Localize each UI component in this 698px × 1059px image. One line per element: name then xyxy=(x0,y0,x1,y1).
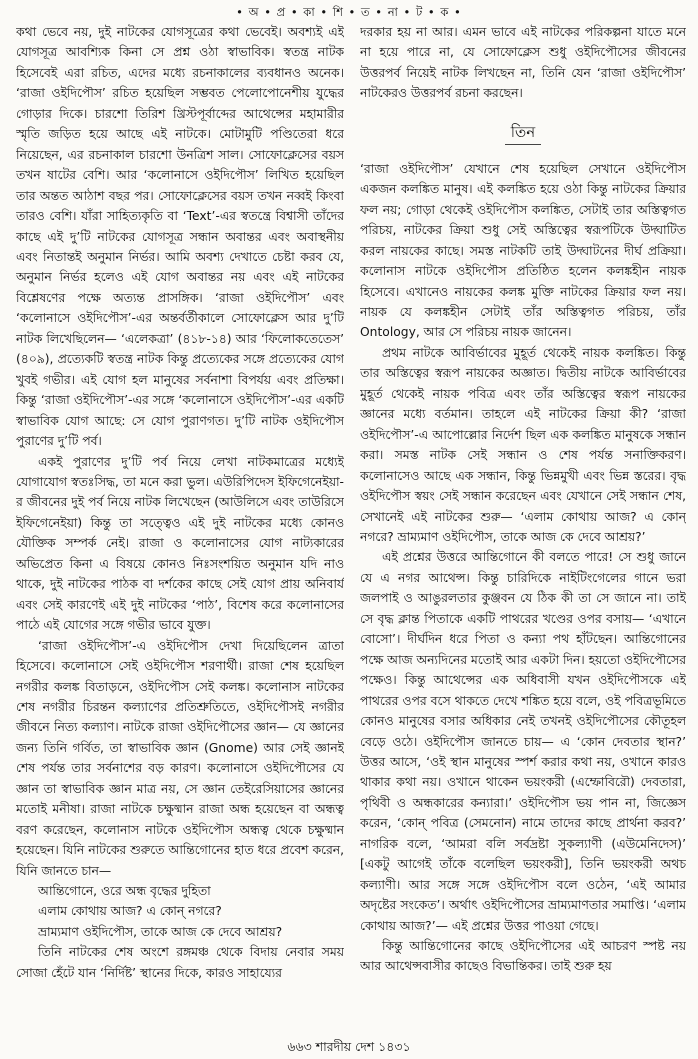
verse-line: এলাম কোথায় আজ? এ কোন্ নগরে? xyxy=(38,904,222,919)
paragraph: ‘রাজা ওইদিপৌস’-এ ওইদিপৌস দেখা দিয়েছিলেন ত্রাতা হিসেবে। কলোনাসে সেই ওইদিপৌস শরণার্থী। রাজা শেষ হয়েছিল নগরীর কলঙ্ক বিতাড়নে, ওইদিপৌস সেই কলঙ্ক। কলোনাস নাটকের শেষ নগরীর চিরন্তন কল্যাণের প্রতিশ্রুতিতে, ওইদিপৌসই নগরীর জীবনে নিত্য কল্যাণ। নাটকে রাজা ওইদিপৌসের জ্ঞান— যে জ্ঞানের জন্য তিনি গর্বিত, তা স্বাভাবিক জ্ঞান (Gnome) আর সেই জ্ঞানই শেষ পর্যন্ত তার সর্বনাশের বড় কারণ। কলোনাসে ওইদিপৌসের যে জ্ঞান তা স্বাভাবিক জ্ঞান মাত্র নয়, সে জ্ঞান তেইরেসিয়াসের জ্ঞানের মতোই মনীষা। রাজা নাটকে চক্ষুষ্মান রাজা অন্ধ হয়েছেন বা অন্ধত্ব বরণ করেছেন, কলোনাস নাটকে ওইদিপৌস অন্ধত্ব থেকে চক্ষুষ্মান হয়েছেন। যিনি নাটকের শুরুতে আন্তিগোনের হাত ধরে প্রবেশ করেন, যিনি জানতে চান— xyxy=(16,638,344,878)
paragraph: প্রথম নাটকে আবির্ভাবের মুহূর্ত থেকেই নায়ক কলঙ্কিত। কিন্তু তার অস্তিত্বের স্বরূপ নায়কের অজ্ঞাত। দ্বিতীয় নাটকে আবির্ভাবের মুহূর্ত থেকেই নায়ক পবিত্র এবং তাঁর অস্তিত্বের স্বরূপ নায়কের জ্ঞানের মধ্যে বর্তমান। তাহলে এই নাটকের ক্রিয়া কী? ‘রাজা ওইদিপৌস’-এ আপোল্লোর নির্দেশ ছিল এক কলঙ্কিত মানুষকে সন্ধান করা। সমস্ত নাটক সেই সন্ধান ও শেষ পর্যন্ত সনাক্তিকরণ। কলোনাসেও আছে এক সন্ধান, কিন্তু ভিন্নমুখী এবং ভিন্ন স্তরের। বৃদ্ধ ওইদিপৌস স্বয়ং সেই সন্ধান করেছেন এবং যেখানে সেই সন্ধান শেষ, সেখানেই এই নাটকের শুরু— ‘এলাম কোথায় আজ? এ কোন্ নগরে? ভ্রাম্যমাণ ওইদিপৌস, তাকে আজ কে দেবে আশ্রয়?’ xyxy=(360,345,686,544)
paragraph: তিনি নাটকের শেষ অংশে রঙ্গমঞ্চ থেকে বিদায় নেবার সময় সোজা হেঁটে যান ‘নির্দিষ্ট’ স্থানের দিকে, কারও সাহায্যের xyxy=(16,945,344,980)
paragraph: কথা ভেবে নয়, দুই নাটকের যোগসূত্রের কথা ভেবেই। অবশ্যই এই যোগসূত্র আবশ্যিক কিনা সে প্রশ্ন ওঠা স্বাভাবিক। স্বতন্ত্র নাটক হিসেবেই এরা রচিত, এদের মধ্যে রচনাকালের ব্যবধানও অনেক। ‘রাজা ওইদিপৌস’ রচিত হয়েছিল সম্ভবত পেলোপোনেশীয় যুদ্ধের গোড়ার দিকে। চারশো তিরিশ খ্রিস্টপূর্বাব্দের আথেন্সের মহামারীর স্মৃতি জড়িত হয়ে আছে এই নাটকে। মোটামুটি পণ্ডিতেরা ধরে নিয়েছেন, এর রচনাকাল চারশো উনত্রিশ সাল। সোফোক্লেসের বয়স তখন ষাটের বেশি। আর ‘কলোনাসে ওইদিপৌস’ লিখিত হয়েছিল তার অন্তত আঠাশ বছর পর। সোফোক্লেসের বয়স তখন নব্বই কিংবা তারও বেশি। যাঁরা সাহিত্যকৃতি বা ‘Text’-এর স্বতন্ত্রে বিশ্বাসী তাঁদের কাছে এই দু’টি নাটকের যোগসূত্র সন্ধান অবান্তর এবং অবাস্থনীয় এবং নিতান্তই অনুমান নির্ভর। আমি অবশ্য দেখাতে চেষ্টা করব যে, অনুমান নির্ভর হলেও এই যোগ অবান্তর নয় এবং এই নাটকের বিশ্লেষণের পক্ষে অত্যন্ত প্রাসঙ্গিক। ‘রাজা ওইদিপৌস’ এবং ‘কলোনাসে ওইদিপৌস’-এর অন্তর্বর্তীকালে সোফোক্লেস আর দু’টি নাটক লিখেছিলেন— ‘এলেকত্রা’ (৪১৮-১৪) আর ‘ফিলোকতেতেস’ (৪০৯), প্রত্যেকটি স্বতন্ত্র নাটক কিন্তু প্রত্যেকের সঙ্গে প্রত্যেকের যোগ খুবই গভীর। এই যোগ হল মানুষের সর্বনাশা বিপর্যয় এবং প্রতিক্ষা। কিন্তু ‘রাজা ওইদিপৌস’-এর সঙ্গে ‘কলোনাসে ওইদিপৌস’-এর একটি স্বাভাবিক যোগ আছে: সে যোগ পুরাণগত। দু’টি নাটক ওইদিপৌস পুরাণের দু’টি পর্ব। xyxy=(16,25,344,449)
paragraph: ‘রাজা ওইদিপৌস’ যেখানে শেষ হয়েছিল সেখানে ওইদিপৌস একজন কলঙ্কিত মানুষ। এই কলঙ্কিত হয়ে ওঠা কিন্তু নাটকের ক্রিয়ার ফল নয়; গোড়া থেকেই ওইদিপৌস কলঙ্কিত, সেটাই তার অস্তিত্বগত পরিচয়, নাটকের ক্রিয়া শুধু সেই অস্তিত্বের স্বরূপটিকে উদ্ঘাটিত করল নায়কের কাছে। সমস্ত নাটকটি তাই উদ্ঘাটনের দীর্ঘ প্রক্রিয়া। কলোনাস নাটকে ওইদিপৌস প্রতিষ্ঠিত হলেন কলঙ্কহীন নায়ক হিসেবে। এখানেও নায়কের কলঙ্ক মুক্তি নাটকের ক্রিয়ার ফল নয়। নায়ক যে কলঙ্কহীন সেটাই তাঁর অস্তিত্বগত পরিচয়, তাঁর Ontology, আর সে পরিচয় নায়ক জানেন। xyxy=(360,161,686,340)
paragraph: দরকার হয় না আর। এমন ভাবে এই নাটকের পরিকল্পনা যাতে মনে না হয়ে পারে না, যে সোফোক্লেস শুধু ওইদিপৌসের জীবনের উত্তরপর্ব নিয়েই নাটক লিখছেন না, তিনি যেন ‘রাজা ওইদিপৌস’ নাটকেরও উত্তরপর্ব রচনা করছেন। xyxy=(360,25,686,101)
running-head: • অ • প্র • কা • শি • ত • না • ট • ক • xyxy=(236,5,462,19)
left-column xyxy=(16,22,344,1034)
verse-line: ভ্রাম্যমাণ ওইদিপৌস, তাকে আজ কে দেবে আশ্রয়? xyxy=(38,924,283,939)
section-heading-text: তিন xyxy=(505,122,542,145)
section-heading xyxy=(360,122,686,145)
paragraph: একই পুরাণের দু’টি পর্ব নিয়ে লেখা নাটকমাত্রের মধ্যেই যোগাযোগ স্বতঃসিদ্ধ, তা মনে করা ভুল। এউরিপিদেস ইফিগেনেইয়া-র জীবনের দুই পর্ব নিয়ে নাটক লিখেছেন (আউলিসে এবং তাউরিসে ইফিগেনেইয়া) কিন্তু তা সত্ত্বেও এই দুই নাটকের মধ্যে কোনও যৌক্তিক সম্পর্ক নেই। রাজা ও কলোনাসের যোগ নাট্যকারের অভিপ্রেত কিনা এ বিষয়ে কোনও নিঃসংশয়িত অনুমান যদি নাও থাকে, দুই নাটকের পাঠক বা দর্শকের কাছে সেই যোগ প্রায় অনিবার্য এবং সেই কারণেই এই দুই নাটকের ‘পাঠ’, বিশেষ করে কলোনাসের পাঠে এই যোগের সঙ্গে গভীর ভাবে যুক্ত। xyxy=(16,454,344,633)
page-footer: ৬৬৩ শারদীয় দেশ ১৪৩১ xyxy=(287,1039,411,1054)
right-column xyxy=(360,22,686,1034)
paragraph: কিন্তু আন্তিগোনের কাছে ওইদিপৌসের এই আচরণ স্পষ্ট নয় আর আথেন্সবাসীর কাছেও বিভান্তিকর। তাই শুরু হয় xyxy=(360,939,686,974)
verse-line: আন্তিগোনে, ওরে অন্ধ বৃদ্ধের দুহিতা xyxy=(38,884,211,899)
paragraph: এই প্রশ্নের উত্তরে আন্তিগোনে কী বলতে পারে! সে শুধু জানে যে এ নগর আথেন্স। কিন্তু চারিদিকে নাইটিংগেলের গানে ভরা জলপাই ও আঙুরলতার কুঞ্জবন যে ঠিক কী তা সে জানে না। তাই সে বৃদ্ধ ক্লান্ত পিতাকে একটি পাথরের খণ্ডের ওপর বসায়— ‘এখানে বোসো’। দীর্ঘদিন ধরে পিতা ও কন্যা পথ হাঁটছেন। আন্তিগোনের পক্ষে আজ অন্যদিনের মতোই আর একটা দিন। হয়তো ওইদিপৌসের পক্ষেও। কিন্তু আথেন্সের এক অধিবাসী যখন ওইদিপৌসকে এই পাথরের ওপর বসে থাকতে দেখে শঙ্কিত হয়ে বলে, ওই পবিত্রভূমিতে কোনও মানুষের বসার অধিকার নেই তখনই ওইদিপৌসের কৌতূহল বেড়ে ওঠে। ওইদিপৌস জানতে চায়— এ ‘কোন দেবতার স্থান?’ উত্তর আসে, ‘ওই স্থান মানুষের স্পর্শ করার কথা নয়, ওখানে কারও থাকার কথা নয়। ওখানে থাকেন ভয়ংকরী (এম্ফোবিরৌ) দেবতারা, পৃথিবী ও অন্ধকারের কন্যারা।’ ওইদিপৌস ভয় পান না, জিজ্ঞেস করেন, ‘কোন্ পবিত্র (সেমনোন) নামে তাদের কাছে প্রার্থনা করব?’ নাগরিক বলে, ‘আমরা বলি সর্বদ্রষ্টা সুকল্যাণী (এউমেনিদেস)’ [একটু আগেই তাঁকে বলেছিল ভয়ংকরী], তিনি ভয়ংকরী অথচ কল্যাণী। আর সঙ্গে সঙ্গে ওইদিপৌস বলে ওঠেন, ‘এই আমার অদৃষ্টের সংকেত’। অর্থাৎ ওইদিপৌসের ভ্রাম্যমাণতার সমাপ্তি। ‘এলাম কোথায় আজ?’— এই প্রশ্নের উত্তর পাওয়া গেছে। xyxy=(360,550,686,933)
right-column-body xyxy=(360,159,686,977)
